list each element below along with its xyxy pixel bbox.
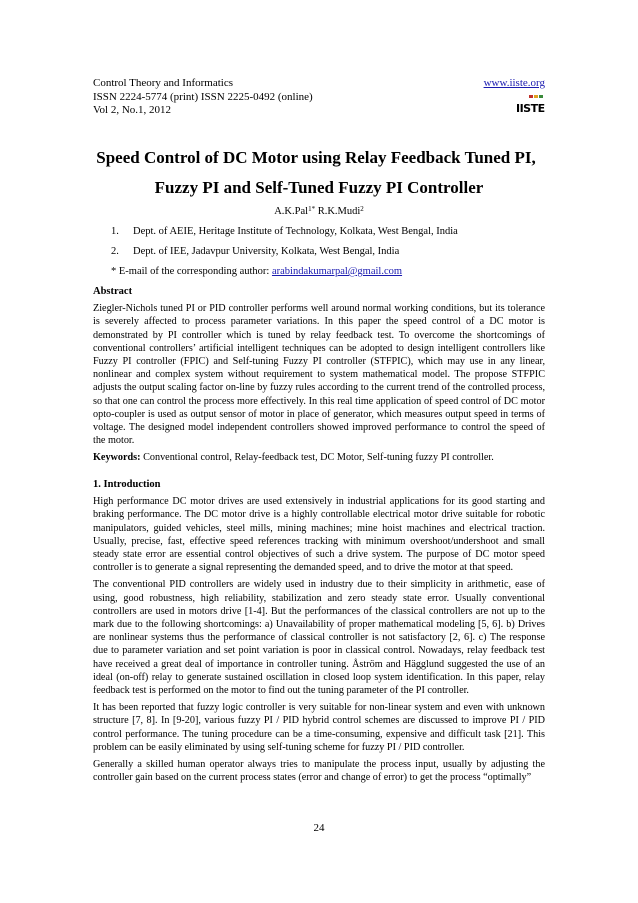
affiliation-number: 2. xyxy=(111,246,119,257)
email-prefix: * E-mail of the corresponding author: xyxy=(111,266,272,277)
affiliation-number: 1. xyxy=(111,226,119,237)
author-1: A.K.Pal xyxy=(274,206,309,217)
keywords-label: Keywords: xyxy=(93,452,141,464)
journal-header xyxy=(93,77,545,118)
svg-text:IISTE: IISTE xyxy=(516,102,545,114)
intro-paragraph-4: Generally a skilled human operator always tries to manipulate the process input, usually by adjusting the controller gain based on the current process states (error and change of error) to get the process “optimally” xyxy=(93,759,545,784)
affiliation-2 xyxy=(111,242,458,262)
journal-volume: Vol 2, No.1, 2012 xyxy=(93,104,172,116)
abstract-text: Ziegler-Nichols tuned PI or PID controller performs well around normal working conditions, but its tolerance is severely affected to process parameter variations. In this paper the speed control of a DC motor is demonstrated by PI controller which is tuned by relay feedback test. To overcome the shortcomings of conventional controllers’ artificial intelligent techniques can be adopted to design intelligent controllers like Fuzzy PI controller (FPIC) and Self-tuning Fuzzy PI controller (STFPIC), which may use in any linear, nonlinear and complex system without requirement to system mathematical model. The propose STFPIC adjusts the output scaling factor on-line by fuzzy rules according to the current trend of the controlled process, so that one can control the process more effectively. In this real time application of speed control of DC motor opto-coupler is used as output sensor of motor in place of generator, which measures output speed in terms of voltage. The designed model independent controllers showed improved performance to control the speed of the motor. xyxy=(93,303,545,447)
intro-paragraph-3: It has been reported that fuzzy logic controller is very suitable for non-linear system and even with unknown structure [7, 8]. In [9-20], various fuzzy PI / PID hybrid control schemes are discussed to improve PI / PID control performance. The tuning procedure can be a time-consuming, expensive and difficult task [21]. This problem can be easily eliminated by using self-tuning scheme for fuzzy PI / PID controller. xyxy=(93,702,545,753)
affiliation-1 xyxy=(111,222,458,242)
intro-paragraph-2: The conventional PID controllers are widely used in industry due to their simplicity in arithmetic, ease of using, good robustness, high reliability, stabilization and zero steady state error. Usually conventional controllers are used in motors drive [1-4]. But the performances of the classical controllers are not up to the mark due to the following shortcomings: a) Unavailability of proper mathematical modeling [5, 6]. b) Drives are nonlinear systems thus the performance of classical controller is not satisfactory [2, 6]. c) The response due to parameter variation and set point variation is poor in classical control. Nowadays, relay feedback test have received a great deal of importance in controller tuning. Åström and Hägglund suggested the use of an ideal (on-off) relay to generate sustained oscillation in closed loop system identification. In this paper, relay feedback test is performed on the motor to find out the tuning parameter of the PI controller. xyxy=(93,579,545,697)
abstract-heading: Abstract xyxy=(93,286,133,297)
keywords xyxy=(93,451,545,464)
abstract-section xyxy=(93,285,545,469)
intro-paragraph-1: High performance DC motor drives are used extensively in industrial applications for its good starting and braking performance. The DC motor drive is a highly controllable electrical motor drive suitable for robotic manipulators, guided vehicles, steel mills, mining machines; mine hoist machines and electrical traction. Usually, precise, fast, effective speed references tracking with minimum overshoot/undershoot and small steady state error are essential control objectives of such a drive system. The purpose of DC motor speed controller is to generate a signal representing the demanded speed, and to drive the motor at that speed. xyxy=(93,496,545,574)
authors xyxy=(0,205,638,218)
email-link[interactable]: arabindakumarpal@gmail.com xyxy=(271,266,403,277)
affiliation-text: Dept. of AEIE, Heritage Institute of Technology, Kolkata, West Bengal, India xyxy=(133,226,458,237)
author-2-sup: 2 xyxy=(360,205,364,213)
title-line-1: Speed Control of DC Motor using Relay Feedback Tuned PI, xyxy=(96,148,536,167)
page-number: 24 xyxy=(313,822,325,834)
author-1-sup: 1* xyxy=(308,205,316,213)
iiste-logo xyxy=(515,94,545,114)
title-line-2: Fuzzy PI and Self-Tuned Fuzzy PI Controller xyxy=(154,178,484,197)
journal-name: Control Theory and Informatics xyxy=(93,77,234,89)
author-2: R.K.Mudi xyxy=(317,206,361,217)
affiliations xyxy=(111,222,458,282)
introduction-heading: 1. Introduction xyxy=(93,479,161,490)
paper-title xyxy=(0,143,638,203)
introduction-section xyxy=(93,478,545,788)
corresponding-email xyxy=(111,262,458,282)
affiliation-text: Dept. of IEE, Jadavpur University, Kolkata, West Bengal, India xyxy=(133,246,400,257)
keywords-text: Conventional control, Relay-feedback test, DC Motor, Self-tuning fuzzy PI controller. xyxy=(140,452,494,464)
journal-issn: ISSN 2224-5774 (print) ISSN 2225-0492 (online) xyxy=(93,90,313,103)
journal-url-link[interactable]: www.iiste.org xyxy=(483,77,545,89)
